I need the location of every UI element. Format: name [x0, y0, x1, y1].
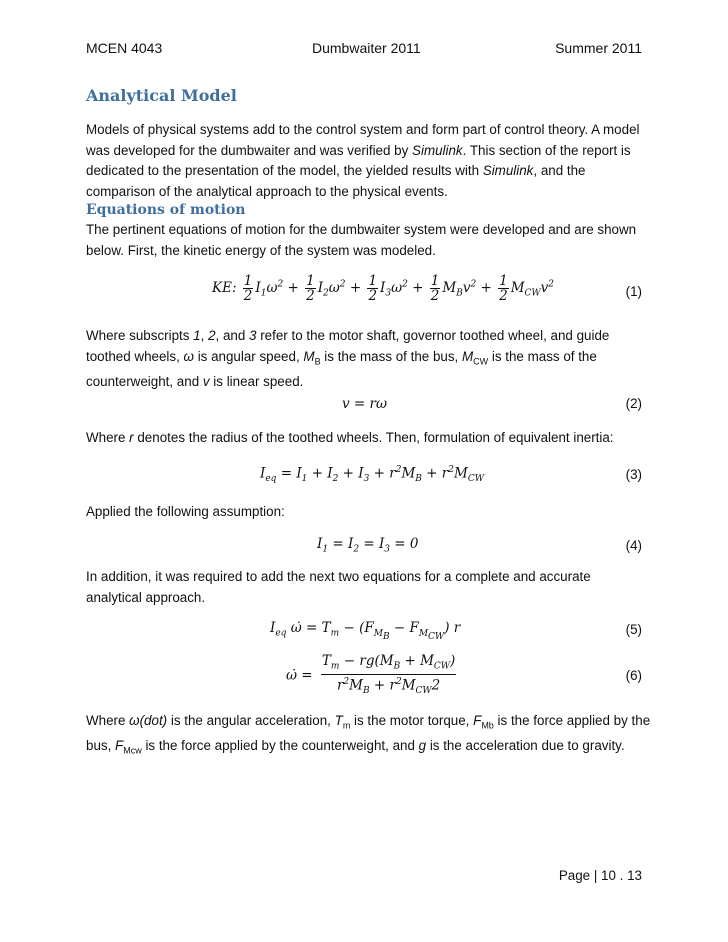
- equation-5: $I_{eq}$ ω̇ = $T_m - (F_{M_B} - F_{M_{CW}})$ r: [270, 620, 461, 642]
- equation-6-number: (6): [625, 668, 642, 683]
- equation-1-number: (1): [625, 284, 642, 299]
- equation-6: ω̇ = $\frac{T_m - rg(M_B + M_{CW})}{r^2M_B + r^2M_{CW}2}$: [286, 653, 456, 696]
- header-term: Summer 2011: [555, 40, 642, 56]
- equation-3-number: (3): [625, 467, 642, 482]
- equation-1: KE: $\frac{1}{2}$ $I_1\omega^2$ + $\frac{1}{2}$ $I_2\omega^2$ + $\frac{1}{2}$ $I_3\omega^2$ + $\frac{1}{2}$ $M_Bv^2$ + $\frac{1}{2}$ $M_{CW}v^2$: [212, 273, 555, 304]
- where-paragraph-2: Where r denotes the radius of the toothed wheels. Then, formulation of equivalent inertia:: [86, 430, 614, 445]
- equation-3: $I_{eq} = I_1 + I_2 + I_3 + r^2M_B + r^2M_{CW}$: [260, 465, 484, 485]
- assumption-paragraph: Applied the following assumption:: [86, 504, 285, 519]
- page-number: Page | 10 . 13: [558, 868, 642, 883]
- where-paragraph-1: Where subscripts 1, 2, and 3 refer to the motor shaft, governor toothed wheel, and guide toothed wheels, ω is angular speed, $M_B$ is the mass of the bus, $M_{CW}$ is the mass of the counterweight, and v is linear speed.: [86, 328, 610, 389]
- section-title: Analytical Model: [86, 86, 237, 105]
- subsection-title: Equations of motion: [86, 202, 246, 218]
- intro-paragraph: Models of physical systems add to the control system and form part of control theory. A model was developed for the dumbwaiter and was verified by Simulink. This section of the report is dedicated to the presentation of the model, the yielded results with Simulink, and the comparison of the analytical approach to the physical events.: [86, 122, 640, 199]
- equation-4: $I_1 = I_2 = I_3 = 0$: [317, 536, 419, 555]
- equation-2: v = rω: [342, 396, 387, 412]
- equation-2-number: (2): [625, 396, 642, 411]
- eom-paragraph: The pertinent equations of motion for the dumbwaiter system were developed and are shown below. First, the kinetic energy of the system was modeled.: [86, 222, 637, 258]
- equation-5-number: (5): [625, 622, 642, 637]
- header-course: MCEN 4043: [86, 40, 163, 56]
- equation-4-number: (4): [625, 538, 642, 553]
- header-project: Dumbwaiter 2011: [312, 40, 421, 56]
- where-paragraph-3: Where ω(dot) is the angular acceleration, $T_m$ is the motor torque, $F_{Mb}$ is the force applied by the bus, $F_{Mcw}$ is the force applied by the counterweight, and g is the acceleration due to gravity.: [86, 713, 651, 756]
- addition-paragraph: In addition, it was required to add the next two equations for a complete and accurate analytical approach.: [86, 569, 591, 605]
